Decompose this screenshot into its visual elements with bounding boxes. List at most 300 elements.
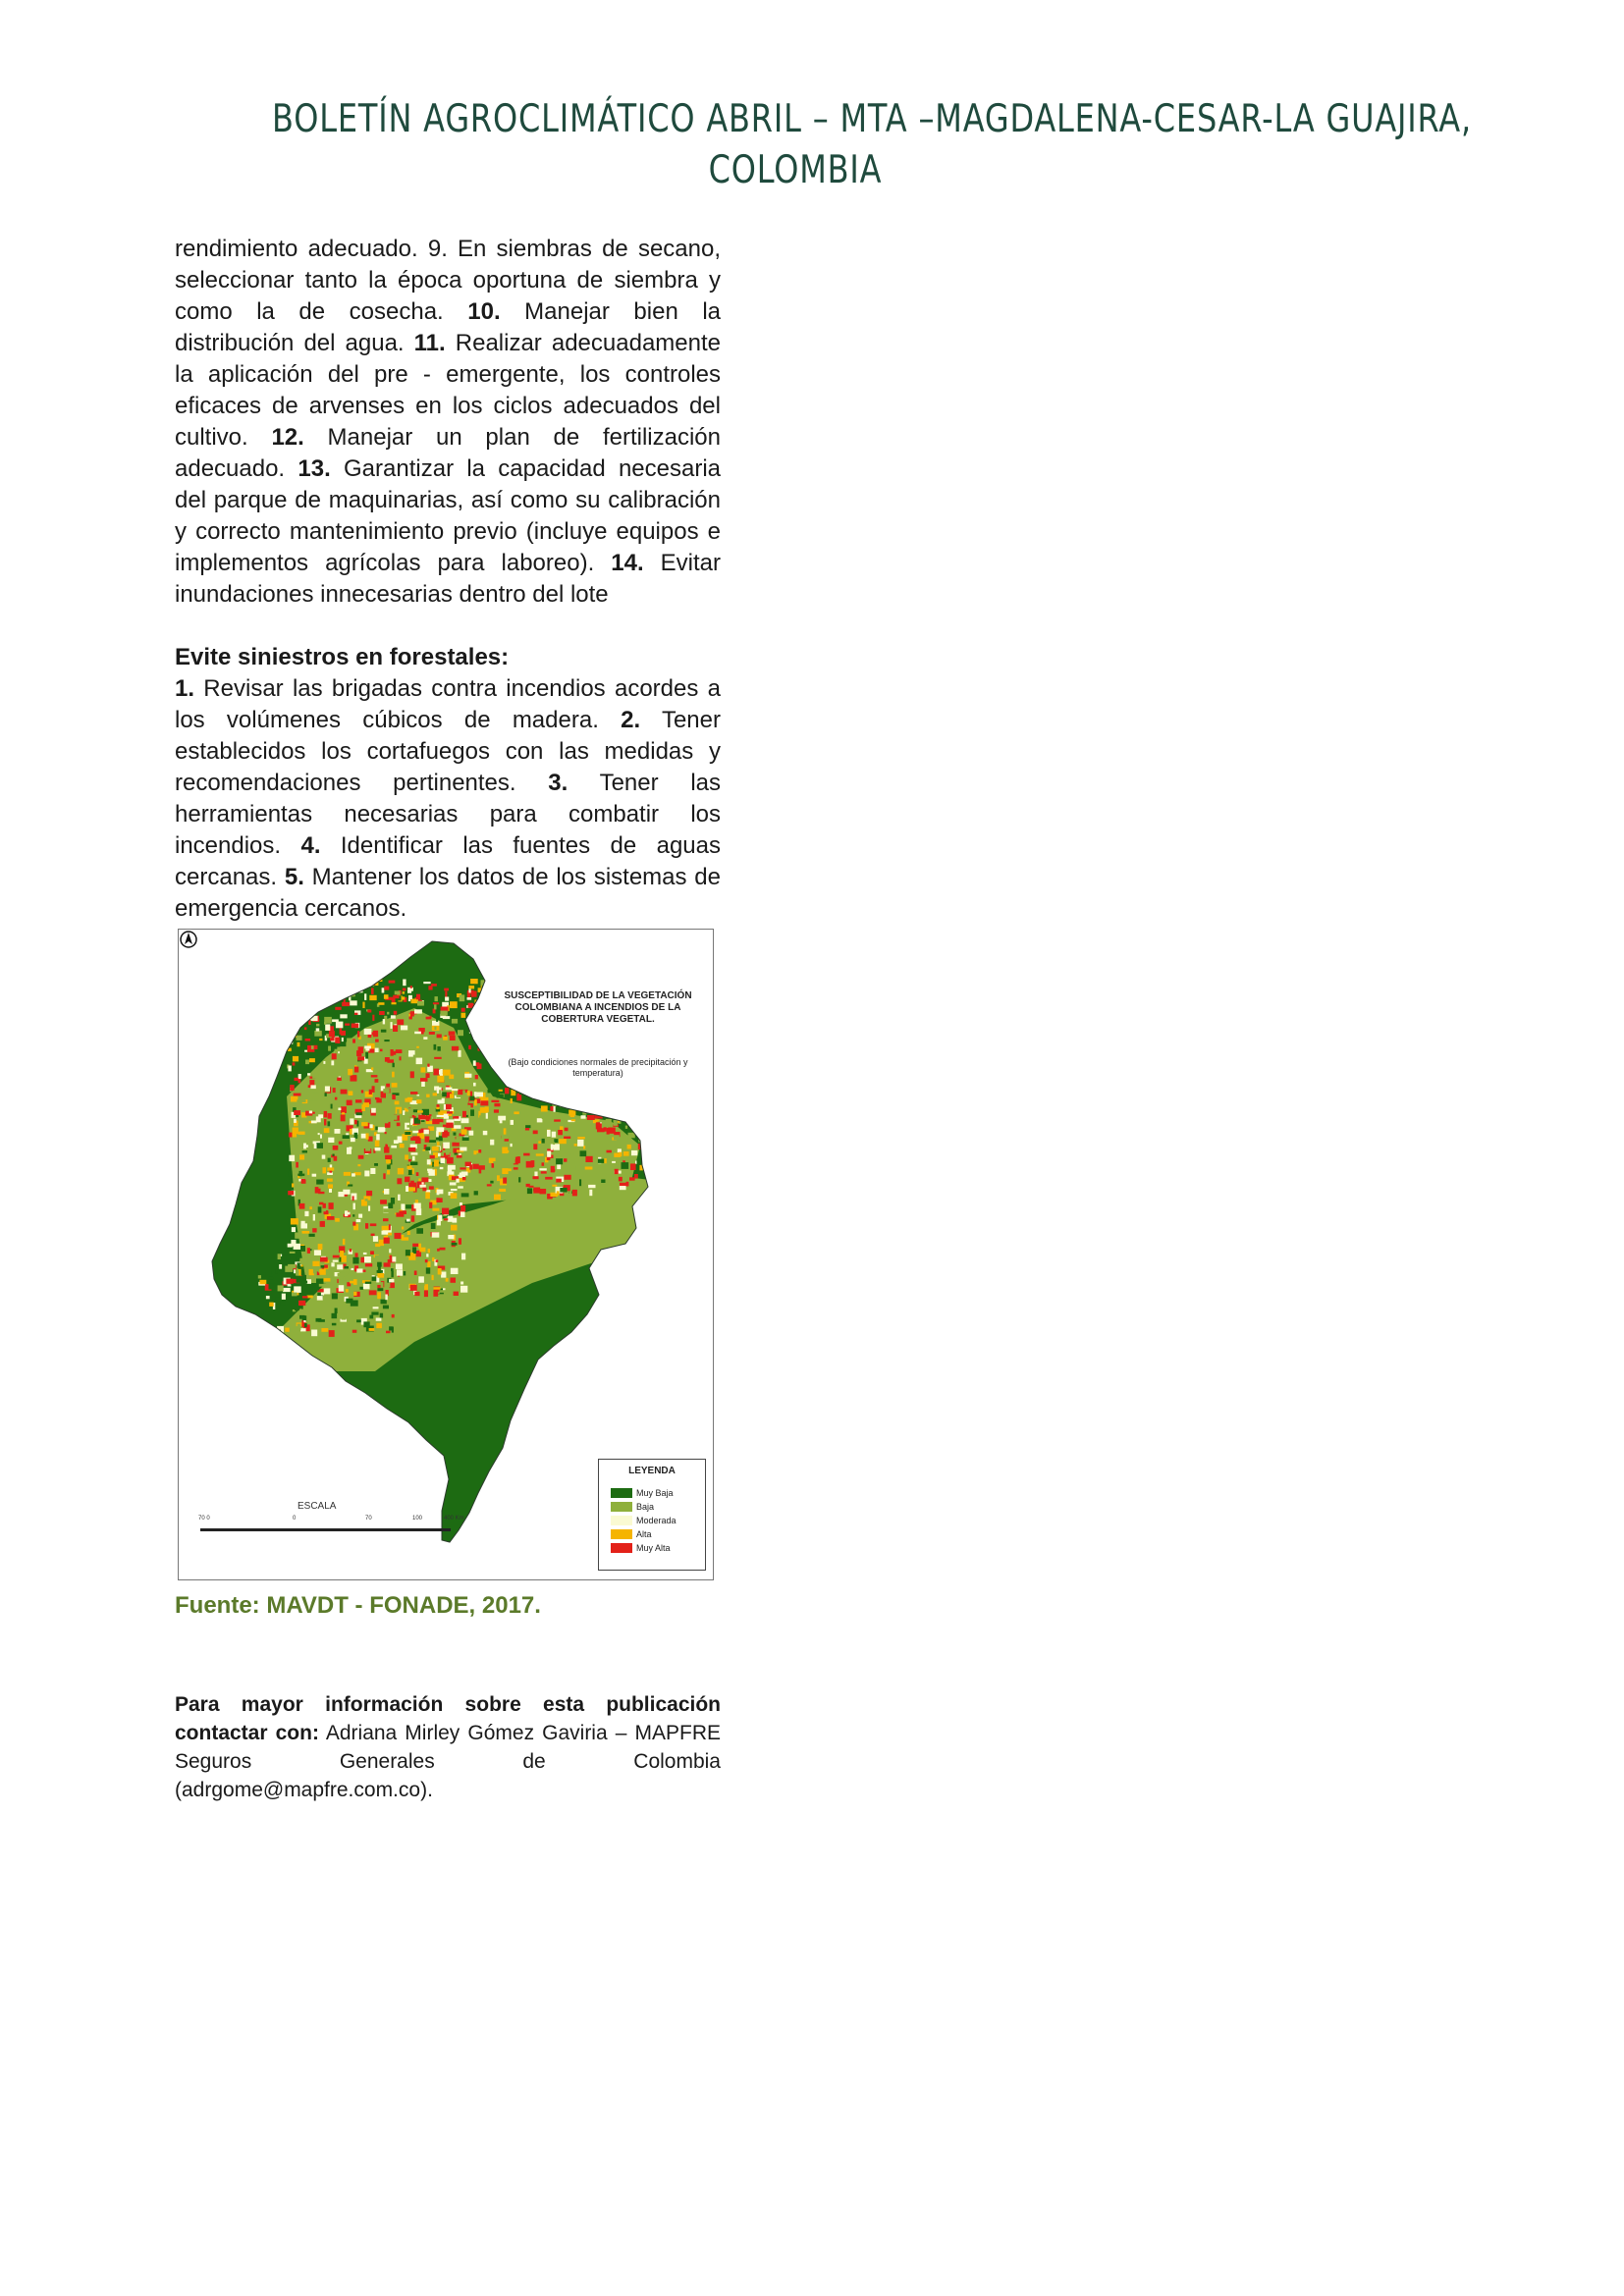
map-speckle: [301, 1231, 309, 1234]
map-speckle: [397, 1123, 401, 1127]
map-speckle: [261, 1309, 264, 1314]
map-speckle: [304, 1001, 307, 1006]
map-speckle: [437, 1046, 440, 1051]
map-speckle: [371, 1067, 373, 1070]
map-speckle: [384, 1189, 389, 1195]
map-speckle: [418, 1179, 420, 1182]
map-speckle: [299, 1132, 305, 1135]
map-speckle: [294, 1119, 297, 1123]
map-speckle: [360, 1162, 365, 1168]
map-speckle: [403, 988, 406, 991]
map-speckle: [300, 1004, 304, 1006]
map-speckle: [377, 1262, 382, 1267]
map-speckle: [332, 1293, 338, 1299]
map-speckle: [295, 1173, 297, 1178]
map-speckle: [468, 1045, 471, 1049]
map-speckle: [441, 1158, 446, 1164]
map-speckle: [401, 1026, 407, 1031]
map-speckle: [444, 988, 449, 991]
scale-bar: [200, 1528, 451, 1531]
map-speckle: [443, 1037, 448, 1041]
map-speckle: [406, 1104, 412, 1108]
map-speckle: [446, 1201, 451, 1203]
map-speckle: [365, 1048, 369, 1050]
map-speckle: [279, 1264, 282, 1269]
map-speckle: [492, 1163, 495, 1168]
map-speckle: [384, 1040, 389, 1041]
map-speckle: [470, 979, 478, 984]
map-speckle: [304, 1050, 307, 1052]
map-speckle: [396, 1049, 403, 1053]
map-speckle: [389, 981, 396, 984]
map-speckle: [331, 992, 338, 995]
map-speckle: [439, 1290, 446, 1293]
legend-title: LEYENDA: [628, 1466, 676, 1476]
map-speckle: [416, 1228, 423, 1234]
map-speckle: [386, 1159, 391, 1163]
map-speckle: [627, 1095, 631, 1101]
map-speckle: [276, 1268, 278, 1274]
map-speckle: [397, 1109, 399, 1115]
map-speckle: [322, 1155, 326, 1159]
map-speckle: [536, 1153, 544, 1155]
map-speckle: [417, 1147, 420, 1150]
map-speckle: [398, 1195, 401, 1201]
map-speckle: [407, 1166, 411, 1170]
map-speckle: [302, 979, 306, 985]
map-speckle: [419, 1019, 426, 1023]
map-speckle: [310, 1095, 317, 1100]
map-speckle: [378, 1127, 386, 1132]
map-speckle: [567, 1093, 574, 1095]
map-speckle: [587, 1115, 595, 1120]
map-speckle: [396, 1263, 403, 1269]
map-speckle: [570, 1153, 574, 1155]
map-speckle: [412, 1156, 415, 1161]
map-speckle: [383, 1306, 389, 1309]
map-speckle: [290, 982, 293, 987]
map-speckle: [391, 1146, 397, 1148]
map-speckle: [335, 1097, 338, 1100]
map-speckle: [355, 1253, 358, 1256]
map-speckle: [426, 1267, 430, 1273]
map-speckle: [265, 1331, 268, 1337]
map-speckle: [429, 1032, 435, 1035]
map-speckle: [414, 1170, 421, 1173]
map-speckle: [429, 1059, 437, 1062]
map-speckle: [570, 1112, 575, 1117]
map-speckle: [514, 1147, 519, 1151]
map-speckle: [452, 1019, 458, 1024]
map-speckle: [363, 1284, 370, 1290]
map-speckle: [418, 1130, 421, 1134]
map-speckle: [430, 1095, 432, 1100]
map-speckle: [278, 1285, 284, 1291]
map-speckle: [401, 1217, 406, 1221]
map-speckle: [364, 1029, 372, 1035]
map-speckle: [559, 1139, 567, 1144]
map-speckle: [511, 1144, 513, 1147]
map-subtitle: (Bajo condiciones normales de precipitación y temperatura): [508, 1057, 688, 1078]
map-speckle: [391, 1022, 393, 1029]
map-speckle: [475, 1075, 478, 1079]
map-speckle: [313, 1268, 316, 1274]
map-speckle: [450, 1001, 458, 1008]
map-speckle: [305, 1060, 309, 1065]
map-speckle: [574, 1144, 577, 1147]
map-speckle: [612, 1161, 616, 1163]
map-speckle: [633, 1099, 641, 1103]
map-speckle: [627, 1145, 631, 1149]
map-speckle: [552, 1169, 555, 1171]
map-speckle: [572, 1190, 577, 1197]
map-speckle: [391, 1015, 396, 1018]
map-speckle: [429, 1202, 432, 1208]
map-speckle: [290, 1085, 295, 1091]
map-speckle: [419, 1185, 425, 1188]
map-speckle: [375, 1141, 380, 1148]
map-speckle: [450, 1036, 456, 1041]
map-speckle: [337, 1264, 343, 1269]
map-speckle: [410, 1152, 417, 1154]
map-speckle: [391, 1268, 394, 1271]
map-speckle: [382, 1226, 390, 1231]
map-speckle: [434, 1069, 439, 1076]
map-speckle: [410, 1181, 414, 1185]
map-speckle: [327, 1216, 335, 1220]
map-speckle: [345, 1266, 350, 1269]
map-speckle: [448, 1166, 452, 1173]
map-speckle: [353, 1292, 356, 1296]
map-speckle: [318, 1206, 322, 1212]
map-speckle: [363, 1321, 369, 1327]
map-speckle: [429, 1140, 436, 1143]
map-speckle: [337, 1078, 342, 1081]
map-speckle: [640, 1140, 647, 1145]
map-speckle: [416, 1099, 421, 1103]
map-speckle: [500, 1117, 503, 1124]
map-speckle: [288, 1191, 294, 1195]
map-speckle: [491, 1100, 499, 1102]
map-speckle: [622, 1138, 628, 1144]
map-speckle: [536, 1114, 543, 1118]
susceptibility-map: [178, 929, 714, 1580]
map-speckle: [502, 1148, 508, 1154]
map-speckle: [387, 1267, 391, 1273]
map-speckle: [351, 1138, 355, 1142]
map-speckle: [348, 1069, 352, 1075]
map-speckle: [323, 1061, 325, 1064]
contact-info: [175, 1690, 721, 1804]
map-speckle: [401, 1203, 405, 1210]
map-speckle: [321, 1221, 325, 1227]
map-speckle: [436, 1131, 439, 1137]
map-speckle: [470, 1096, 475, 1101]
map-speckle: [638, 1123, 642, 1125]
map-speckle: [307, 1073, 310, 1075]
map-speckle: [329, 1189, 332, 1193]
map-speckle: [545, 1184, 553, 1188]
map-speckle: [395, 991, 401, 995]
map-speckle: [318, 1133, 320, 1135]
map-speckle: [404, 1092, 407, 1096]
map-speckle: [548, 1095, 556, 1099]
map-speckle: [395, 1233, 402, 1239]
map-speckle: [511, 1098, 513, 1103]
map-speckle: [462, 1111, 466, 1117]
map-speckle: [606, 1119, 612, 1126]
map-speckle: [297, 1278, 301, 1283]
map-speckle: [585, 1167, 593, 1170]
map-speckle: [488, 1090, 491, 1094]
map-speckle: [425, 1192, 430, 1199]
map-speckle: [607, 1128, 610, 1135]
map-speckle: [583, 1102, 588, 1105]
map-speckle: [533, 1131, 538, 1135]
map-speckle: [460, 1148, 466, 1151]
map-speckle: [355, 1112, 361, 1115]
map-speckle: [391, 1271, 393, 1278]
map-speckle: [407, 990, 411, 993]
map-speckle: [426, 1254, 428, 1256]
map-speckle: [462, 1137, 469, 1141]
map-speckle: [302, 1281, 307, 1284]
map-speckle: [400, 1144, 405, 1148]
contact-text: Adriana Mirley Gómez Gaviria – MAPFRE Seguros Generales de Colombia (adrgome@mapfre.com.co).: [175, 1722, 721, 1801]
map-speckle: [512, 1164, 519, 1167]
map-speckle: [414, 1014, 417, 1020]
map-speckle: [447, 1111, 453, 1113]
map-speckle: [477, 1081, 480, 1083]
map-speckle: [269, 1303, 274, 1307]
map-speckle: [376, 1318, 382, 1321]
map-speckle: [597, 1128, 605, 1132]
map-speckle: [357, 1164, 360, 1166]
map-speckle: [606, 1096, 610, 1102]
map-speckle: [372, 1068, 380, 1072]
map-speckle: [325, 1024, 330, 1031]
map-speckle: [504, 1128, 507, 1134]
map-speckle: [596, 1122, 600, 1126]
map-speckle: [328, 1046, 331, 1051]
map-speckle: [547, 1151, 551, 1157]
legend-swatch: [611, 1529, 632, 1539]
map-speckle: [365, 1263, 372, 1266]
map-speckle: [289, 1002, 296, 1007]
map-speckle: [361, 1122, 368, 1126]
map-speckle: [387, 1170, 390, 1174]
map-speckle: [329, 1031, 335, 1037]
map-speckle: [471, 1014, 478, 1020]
map-speckle: [350, 1129, 352, 1135]
map-speckle: [375, 1244, 380, 1247]
map-speckle: [408, 998, 410, 1001]
map-speckle: [542, 1162, 545, 1166]
map-speckle: [405, 1112, 412, 1117]
map-speckle: [324, 1119, 326, 1126]
map-speckle: [294, 1110, 300, 1115]
map-speckle: [304, 1211, 308, 1216]
map-speckle: [538, 1141, 541, 1144]
map-speckle: [420, 1124, 423, 1128]
map-speckle: [369, 995, 376, 1000]
map-speckle: [400, 1056, 402, 1060]
map-speckle: [381, 1036, 383, 1041]
map-speckle: [335, 1218, 340, 1222]
map-speckle: [282, 1294, 286, 1300]
map-speckle: [455, 1116, 460, 1119]
map-speckle: [335, 1038, 340, 1043]
map-speckle: [555, 1094, 559, 1099]
map-speckle: [425, 1137, 430, 1143]
map-speckle: [339, 987, 346, 989]
map-speckle: [449, 1032, 456, 1036]
contact-lead: Para mayor información sobre esta publicación contactar con:: [175, 1693, 721, 1744]
map-speckle: [371, 1312, 378, 1315]
map-speckle: [370, 1251, 374, 1255]
map-speckle: [296, 1162, 298, 1168]
map-speckle: [472, 1164, 478, 1169]
map-speckle: [615, 1169, 619, 1174]
map-speckle: [446, 1088, 453, 1091]
map-speckle: [623, 1151, 629, 1156]
map-speckle: [378, 1002, 384, 1005]
map-speckle: [556, 1179, 562, 1183]
map-speckle: [575, 1166, 580, 1170]
map-speckle: [314, 1250, 321, 1255]
map-speckle: [321, 1328, 328, 1332]
map-speckle: [302, 1296, 308, 1298]
map-speckle: [372, 1086, 375, 1093]
map-speckle: [417, 1110, 423, 1112]
map-speckle: [307, 1169, 309, 1175]
map-speckle: [355, 1099, 362, 1102]
map-speckle: [316, 1001, 320, 1005]
map-speckle: [395, 1101, 400, 1105]
map-speckle: [439, 1119, 444, 1121]
map-speckle: [494, 1195, 501, 1201]
map-speckle: [375, 1148, 381, 1150]
map-speckle: [547, 1130, 551, 1137]
map-speckle: [352, 1330, 357, 1333]
map-speckle: [383, 1173, 385, 1179]
map-speckle: [591, 1105, 593, 1111]
map-speckle: [518, 1177, 520, 1182]
map-speckle: [327, 1172, 333, 1175]
map-speckle: [330, 1247, 337, 1251]
map-speckle: [364, 993, 366, 1000]
scale-label: ESCALA: [298, 1501, 337, 1512]
map-speckle: [320, 1004, 325, 1008]
map-speckle: [436, 1259, 439, 1262]
map-speckle: [369, 1090, 372, 1095]
map-speckle: [622, 1162, 629, 1169]
map-speckle: [406, 1219, 410, 1222]
map-speckle: [372, 1032, 374, 1035]
map-speckle: [422, 1151, 430, 1155]
map-speckle: [421, 1031, 424, 1035]
map-speckle: [323, 987, 326, 989]
map-speckle: [486, 1094, 491, 1098]
map-speckle: [307, 1248, 310, 1254]
map-speckle: [383, 1208, 391, 1212]
map-speckle: [383, 1019, 385, 1024]
map-speckle: [424, 1284, 428, 1290]
map-speckle: [448, 1216, 454, 1222]
map-speckle: [389, 1326, 393, 1330]
map-speckle: [419, 1198, 424, 1200]
map-speckle: [383, 1070, 388, 1075]
map-speckle: [365, 1052, 368, 1059]
map-speckle: [324, 1211, 329, 1214]
map-speckle: [341, 1323, 344, 1330]
map-speckle: [639, 1170, 646, 1175]
map-speckle: [461, 1254, 465, 1260]
map-speckle: [392, 997, 396, 1003]
map-speckle: [461, 1013, 466, 1018]
map-speckle: [494, 1103, 500, 1106]
map-speckle: [418, 1276, 424, 1283]
map-speckle: [397, 1178, 402, 1184]
map-speckle: [430, 1016, 432, 1019]
map-speckle: [309, 1111, 312, 1114]
map-speckle: [497, 1095, 504, 1098]
map-speckle: [416, 1046, 419, 1048]
map-speckle: [445, 997, 449, 1001]
map-speckle: [564, 1137, 570, 1139]
map-speckle: [442, 1208, 449, 1215]
map-speckle: [297, 1108, 304, 1111]
figure-source: Fuente: MAVDT - FONADE, 2017.: [175, 1592, 541, 1619]
map-speckle: [347, 1212, 350, 1215]
map-speckle: [389, 1249, 391, 1253]
map-speckle: [440, 1011, 447, 1016]
map-title: SUSCEPTIBILIDAD DE LA VEGETACIÓN COLOMBIANA A INCENDIOS DE LA COBERTURA VEGETAL.: [504, 990, 692, 1025]
map-speckle: [333, 1255, 340, 1258]
map-speckle: [340, 1183, 343, 1186]
map-speckle: [539, 1168, 546, 1170]
map-speckle: [427, 1064, 429, 1067]
map-speckle: [318, 1244, 323, 1250]
map-speckle: [372, 1215, 375, 1221]
map-speckle: [375, 1127, 378, 1131]
map-speckle: [299, 1154, 304, 1159]
map-speckle: [460, 1282, 463, 1285]
map-speckle: [426, 1095, 430, 1097]
map-speckle: [410, 1071, 414, 1078]
map-speckle: [406, 1186, 408, 1192]
map-speckle: [269, 1277, 273, 1279]
map-speckle: [278, 1254, 281, 1259]
map-speckle: [319, 1039, 322, 1041]
map-speckle: [432, 1232, 440, 1237]
map-speckle: [493, 1161, 498, 1163]
map-speckle: [432, 1257, 434, 1261]
map-speckle: [424, 1290, 428, 1297]
map-speckle: [333, 1154, 335, 1157]
map-speckle: [333, 1146, 339, 1150]
map-speckle: [352, 1268, 354, 1270]
map-speckle: [454, 1107, 461, 1110]
map-speckle: [454, 1292, 459, 1296]
map-speckle: [445, 991, 447, 998]
map-speckle: [444, 1131, 448, 1133]
map-speckle: [426, 1073, 430, 1078]
map-speckle: [486, 1113, 488, 1119]
map-speckle: [451, 1268, 459, 1274]
map-speckle: [298, 1262, 300, 1268]
map-speckle: [342, 1038, 344, 1041]
